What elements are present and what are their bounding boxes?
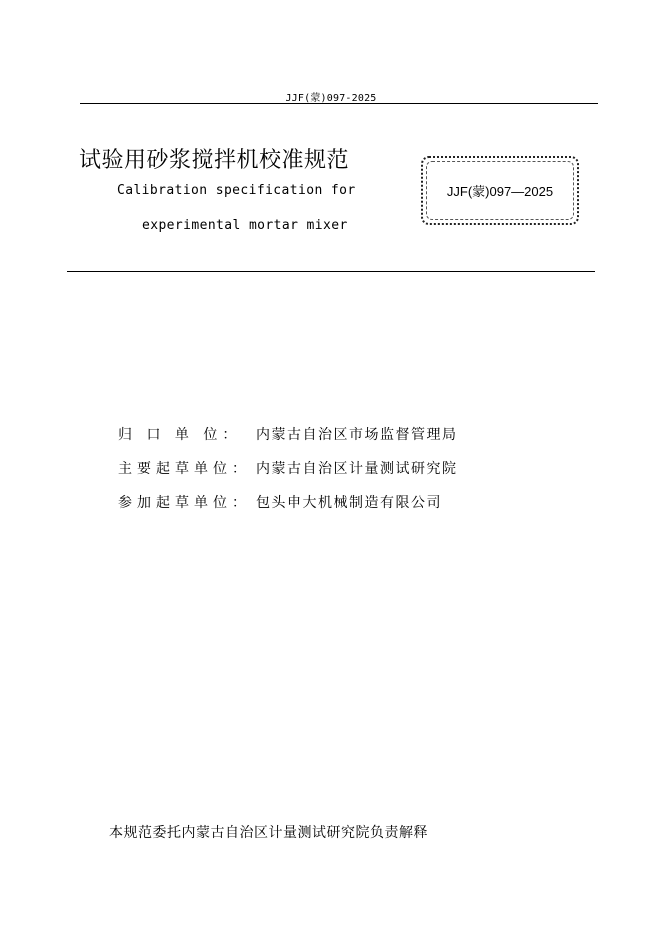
header-rule [80, 103, 598, 104]
specification-code-box [421, 156, 579, 225]
interpretation-note: 本规范委托内蒙古自治区计量测试研究院负责解释 [109, 825, 428, 841]
main-drafting-unit-label: 主要起草单位： [118, 461, 251, 477]
title-divider [67, 271, 595, 272]
main-drafting-unit-row [118, 458, 458, 478]
document-title-english-line1: Calibration specification for [117, 183, 356, 198]
participating-unit-row [118, 492, 442, 512]
participating-unit-value: 包头申大机械制造有限公司 [256, 495, 442, 511]
document-title-english-line2: experimental mortar mixer [142, 218, 348, 233]
responsible-unit-label: 归 口 单 位： [118, 427, 242, 443]
participating-unit-label: 参加起草单位： [118, 495, 251, 511]
responsible-unit-value: 内蒙古自治区市场监督管理局 [256, 427, 458, 443]
main-drafting-unit-value: 内蒙古自治区计量测试研究院 [256, 461, 458, 477]
specification-code: JJF(蒙)097—2025 [446, 184, 554, 199]
header-code: JJF(蒙)097-2025 [285, 93, 377, 104]
responsible-unit-row [118, 424, 458, 444]
document-title-chinese: 试验用砂浆搅拌机校准规范 [79, 148, 350, 173]
